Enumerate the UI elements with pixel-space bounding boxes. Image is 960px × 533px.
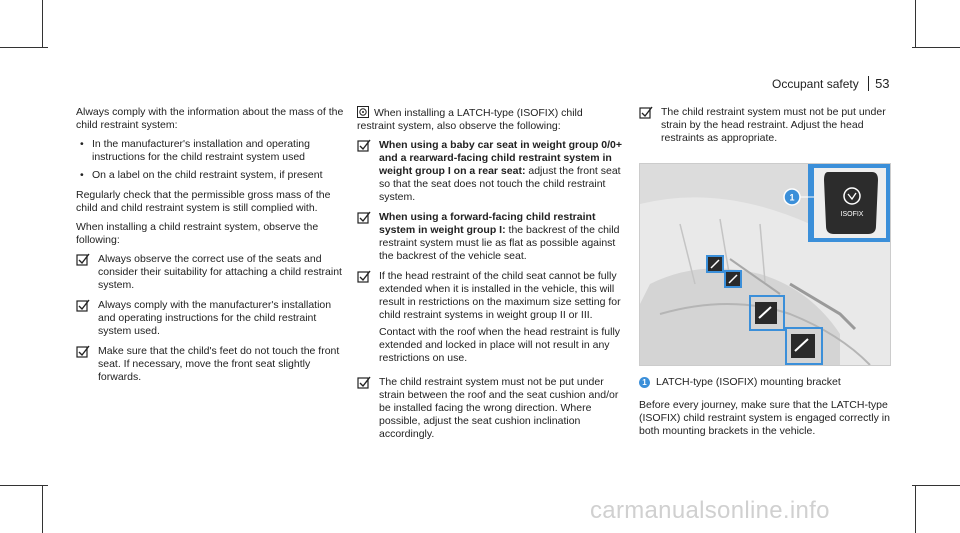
checklist-body bbox=[379, 139, 622, 204]
checklist-item bbox=[357, 376, 622, 441]
checklist-text: the backrest of the child restraint system must lie as flat as possible against the backrest of the vehicle seat. bbox=[379, 224, 620, 262]
legend-text: LATCH-type (ISOFIX) mounting bracket bbox=[656, 376, 841, 388]
bracket-marker bbox=[706, 255, 724, 273]
watermark: carmanualsonline.info bbox=[590, 497, 830, 524]
checkbox-icon bbox=[357, 211, 379, 225]
paragraph: Regularly check that the permissible gross mass of the child and child restraint system is still complied with. bbox=[76, 189, 331, 214]
checklist-item bbox=[357, 211, 622, 263]
column-3 bbox=[639, 106, 901, 152]
checklist-text: Always observe the correct use of the seats and consider their suitability for attaching a child restraint system. bbox=[98, 253, 342, 291]
checkbox-icon bbox=[639, 106, 661, 120]
legend-item bbox=[639, 376, 901, 389]
checkbox-icon bbox=[357, 139, 379, 153]
paragraph: Before every journey, make sure that the LATCH-type (ISOFIX) child restraint system is engaged correctly in both mounting brackets in the vehicle. bbox=[639, 399, 890, 437]
crop-mark bbox=[42, 485, 43, 533]
legend-number: 1 bbox=[639, 377, 650, 388]
note-paragraph bbox=[357, 106, 622, 133]
isofix-illustration bbox=[639, 163, 891, 366]
list-item: • On a label on the child restraint system, if present bbox=[76, 169, 346, 182]
checkbox-icon bbox=[357, 376, 379, 390]
checklist-text: Always comply with the manufacturer's installation and operating instructions for the child restraint system used. bbox=[98, 299, 332, 337]
checklist-item bbox=[357, 270, 622, 369]
checkbox-icon bbox=[76, 345, 98, 359]
paragraph: When installing a child restraint system, observe the following: bbox=[76, 221, 319, 246]
column-2 bbox=[357, 106, 622, 448]
column-1 bbox=[76, 106, 346, 391]
checkbox-icon bbox=[76, 299, 98, 313]
list-item: • In the manufacturer's installation and operating instructions for the child restraint system used bbox=[76, 138, 346, 164]
crop-mark bbox=[0, 485, 48, 486]
checklist-heading: When using a forward-facing child restraint system in weight group I: bbox=[379, 211, 596, 236]
note-text: When installing a LATCH-type (ISOFIX) child restraint system, also observe the following: bbox=[357, 107, 583, 132]
checklist-text: Make sure that the child's feet do not touch the front seat. If necessary, move the front seat slightly forwards. bbox=[98, 345, 340, 383]
checkbox-icon bbox=[357, 270, 379, 284]
page-header bbox=[772, 76, 890, 91]
checklist-text: If the head restraint of the child seat cannot be fully extended when it is installed in the vehicle, this will result in restrictions on the maximum size setting for child restraint systems in weight group II or III. bbox=[379, 270, 621, 321]
checklist-item bbox=[357, 139, 622, 204]
callout-number: 1 bbox=[789, 192, 795, 203]
crop-mark bbox=[912, 47, 960, 48]
checklist-body bbox=[379, 211, 622, 263]
figure-legend bbox=[639, 376, 901, 438]
checklist-item bbox=[76, 345, 346, 384]
checklist-item bbox=[639, 106, 901, 145]
crop-mark bbox=[42, 0, 43, 48]
page-number: 53 bbox=[868, 76, 889, 91]
checklist-text: The child restraint system must not be put under strain by the head restraint. Adjust the head restraints as appropriate. bbox=[661, 106, 886, 144]
bullet-list bbox=[76, 138, 346, 182]
checklist-item bbox=[76, 253, 346, 292]
checklist-text: The child restraint system must not be put under strain between the roof and the seat cushion and/or be installed facing the wrong direction. Where possible, adjust the seat cushion inclination accordingly. bbox=[379, 376, 619, 440]
crop-mark bbox=[915, 485, 916, 533]
section-title: Occupant safety bbox=[772, 77, 859, 91]
checkbox-icon bbox=[76, 253, 98, 267]
intro-text: Always comply with the information about the mass of the child restraint system: bbox=[76, 106, 344, 131]
checklist-heading: When using a baby car seat in weight group 0/0+ and a rearward-facing child restraint system in weight group I on a rear seat: bbox=[379, 139, 623, 177]
checklist-text: adjust the front seat so that the seat does not touch the child restraint system. bbox=[379, 165, 621, 203]
info-note-icon bbox=[357, 106, 369, 118]
checklist-item bbox=[76, 299, 346, 338]
crop-mark bbox=[0, 47, 48, 48]
crop-mark bbox=[915, 0, 916, 48]
checklist-text: Contact with the roof when the head restraint is fully extended and locked in place will not result in any restrictions on use. bbox=[379, 326, 621, 364]
checklist-body bbox=[379, 270, 622, 369]
seat-drawing bbox=[640, 164, 890, 365]
bracket-marker bbox=[724, 270, 742, 288]
isofix-label: ISOFIX bbox=[840, 211, 864, 218]
crop-mark bbox=[912, 485, 960, 486]
